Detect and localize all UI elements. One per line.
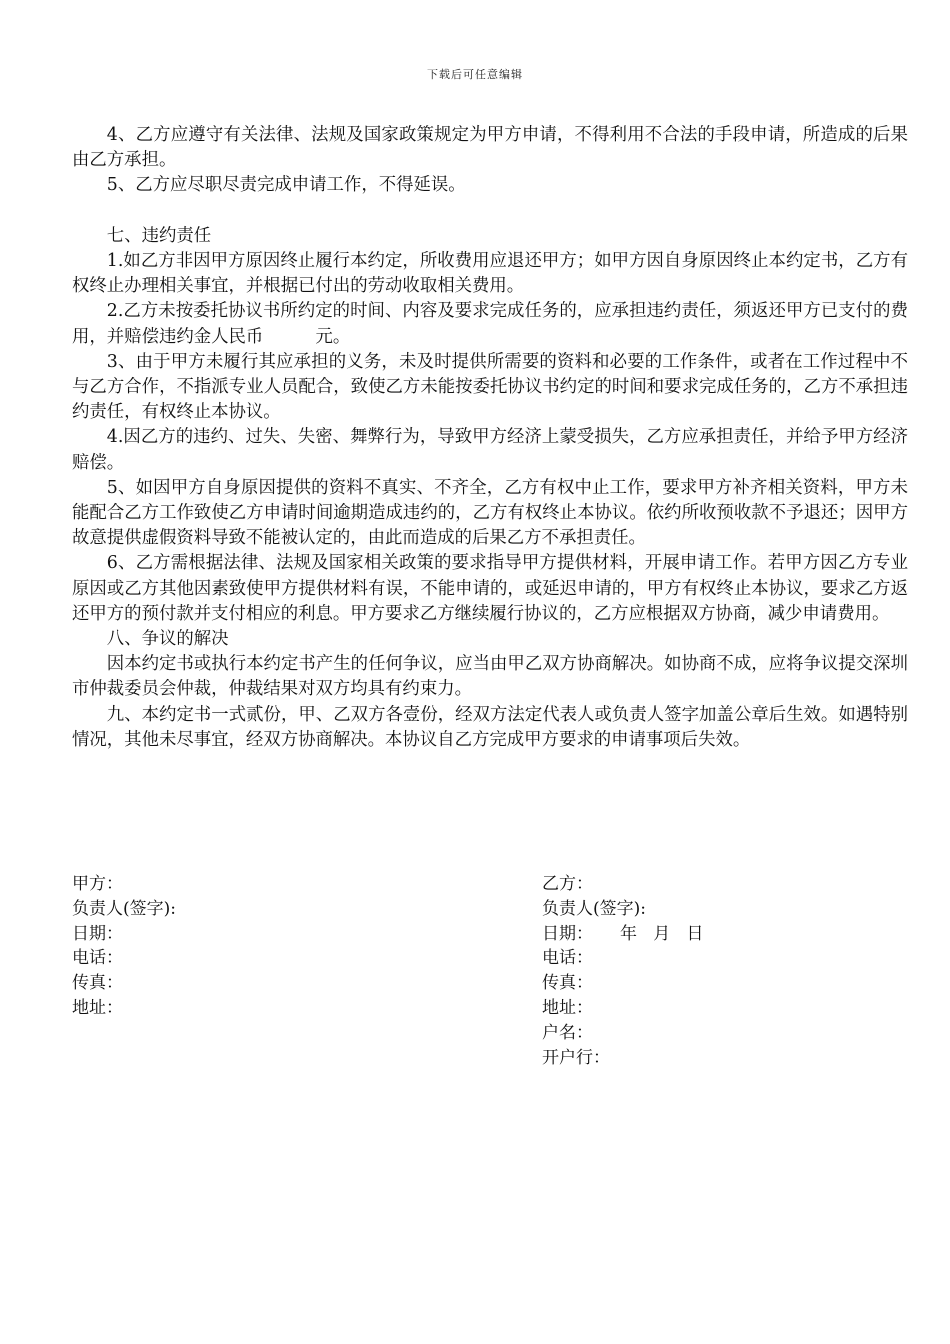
clause-7-1: 1.如乙方非因甲方原因终止履行本约定，所收费用应退还甲方；如甲方因自身原因终止本约定书，乙方有权终止办理相关事宜，并根据已付出的劳动收取相关费用。 (72, 251, 908, 297)
party-a-address-field: 地址： (72, 997, 123, 1018)
party-b-fax-field: 传真： (542, 973, 593, 994)
party-a-signer-field: 负责人(签字): (72, 898, 176, 919)
party-b-signature-block (542, 872, 703, 1070)
clause-6-5: 5、乙方应尽职尽责完成申请工作，不得延误。 (106, 175, 466, 196)
party-b-account-name-field: 户名： (542, 1022, 593, 1043)
section-9-body: 九、本约定书一式贰份，甲、乙双方各壹份，经双方法定代表人或负责人签字加盖公章后生效。如遇特别情况，其他未尽事宜，经双方协商解决。本协议自乙方完成甲方要求的申请事项后失效。 (72, 704, 908, 750)
party-b-signer-field: 负责人(签字): (542, 898, 646, 919)
section-8-heading: 八、争议的解决 (106, 629, 229, 650)
clause-7-6: 6、乙方需根据法律、法规及国家相关政策的要求指导甲方提供材料，开展申请工作。若甲方因乙方专业原因或乙方其他因素致使甲方提供材料有误，不能申请的，或延迟申请的，甲方有权终止本协议，要求乙方返还甲方的预付款并支付相应的利息。甲方要求乙方继续履行协议的，乙方应根据双方协商，减少申请费用。 (72, 553, 908, 624)
clause-8-body: 因本约定书或执行本约定书产生的任何争议，应当由甲乙双方协商解决。如协商不成，应将争议提交深圳市仲裁委员会仲裁，仲裁结果对双方均具有约束力。 (72, 654, 908, 700)
clause-7-3: 3、由于甲方未履行其应承担的义务，未及时提供所需要的资料和必要的工作条件，或者在工作过程中不与乙方合作，不指派专业人员配合，致使乙方未能按委托协议书约定的时间和要求完成任务的，乙方不承担违约责任，有权终止本协议。 (72, 351, 908, 423)
section-7-heading: 七、违约责任 (106, 225, 212, 246)
party-b-bank-field: 开户行： (542, 1047, 610, 1068)
party-a-label: 甲方： (72, 874, 123, 894)
party-a-date-field: 日期： (72, 923, 123, 944)
clause-6-4: 4、乙方应遵守有关法律、法规及国家政策规定为甲方申请，不得利用不合法的手段申请，所造成的后果由乙方承担。 (72, 125, 908, 171)
contract-body (72, 123, 908, 753)
party-a-fax-field: 传真： (72, 973, 123, 994)
party-b-date-field: 日期： 年 月 日 (542, 923, 704, 944)
clause-7-5: 5、如因甲方自身原因提供的资料不真实、不齐全，乙方有权中止工作，要求甲方补齐相关资料，甲方未能配合乙方工作致使乙方申请时间逾期造成违约的，乙方有权终止本协议。依约所收预收款不予退还；因甲方故意提供虚假资料导致不能被认定的，由此而造成的后果乙方不承担责任。 (72, 477, 908, 549)
party-b-phone-field: 电话： (542, 948, 593, 969)
clause-7-2: 2.乙方未按委托协议书所约定的时间、内容及要求完成任务的，应承担违约责任，须返还甲方已支付的费用，并赔偿违约金人民币 元。 (72, 301, 908, 347)
party-b-address-field: 地址： (542, 997, 593, 1018)
header-note: 下载后可任意编辑 (427, 68, 523, 81)
clause-7-4: 4.因乙方的违约、过失、失密、舞弊行为，导致甲方经济上蒙受损失，乙方应承担责任，并给予甲方经济赔偿。 (72, 427, 908, 473)
party-a-signature-block (72, 872, 176, 1021)
party-a-phone-field: 电话： (72, 948, 123, 969)
party-b-label: 乙方： (542, 874, 593, 894)
